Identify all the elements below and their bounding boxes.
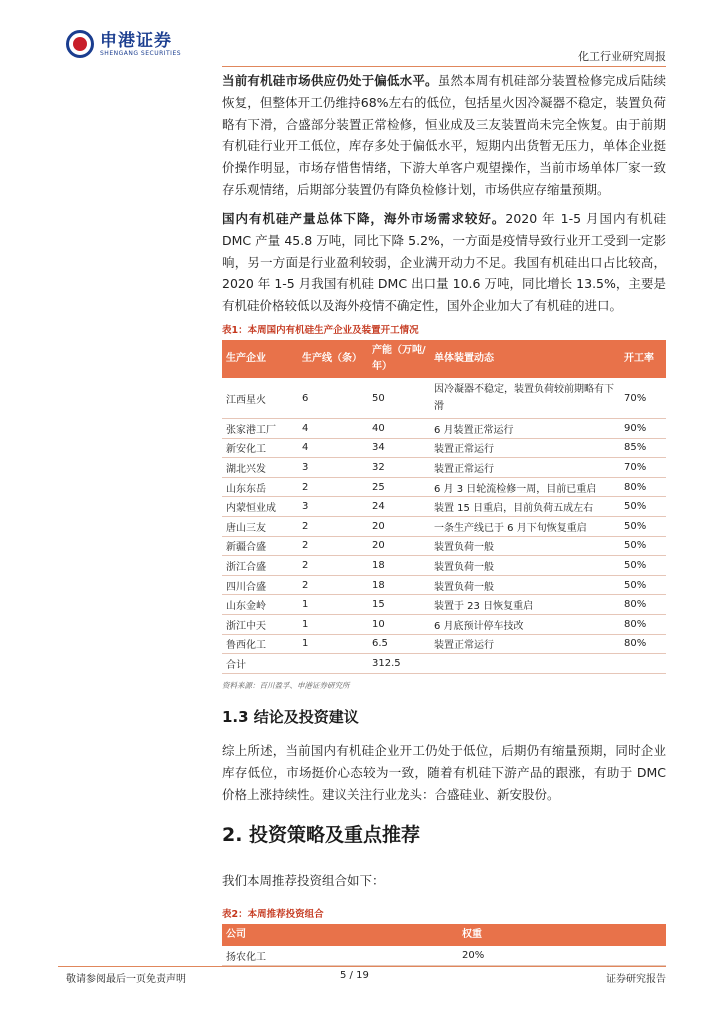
cell-lines: 2 [298, 575, 368, 595]
section-1-3 [222, 706, 666, 727]
col-header-company: 公司 [222, 924, 458, 946]
cell-status: 装置负荷一般 [430, 556, 620, 576]
cell-company: 江西星火 [222, 378, 298, 419]
table-row [222, 516, 666, 536]
paragraph-lead: 当前有机硅市场供应仍处于偏低水平。 [222, 73, 438, 88]
page-header [0, 0, 724, 72]
table-row [222, 378, 666, 419]
cell-lines: 1 [298, 614, 368, 634]
cell-capacity: 24 [368, 497, 430, 517]
cell-utilization: 85% [620, 438, 666, 458]
cell-company: 扬农化工 [222, 946, 458, 965]
cell-status: 6 月 3 日轮流检修一周，目前已重启 [430, 477, 620, 497]
cell-lines: 1 [298, 634, 368, 654]
cell-lines: 4 [298, 438, 368, 458]
section-title: 1.3 结论及投资建议 [222, 708, 359, 726]
table-header-row [222, 924, 666, 946]
table-header-row [222, 340, 666, 378]
cell-company: 四川合盛 [222, 575, 298, 595]
table-row [222, 556, 666, 576]
cell-company: 浙江中天 [222, 614, 298, 634]
cell-lines: 2 [298, 536, 368, 556]
cell-status: 因冷凝器不稳定，装置负荷较前期略有下滑 [430, 378, 620, 419]
cell-capacity: 34 [368, 438, 430, 458]
cell-lines: 1 [298, 595, 368, 615]
cell-utilization: 50% [620, 516, 666, 536]
cell-company: 合计 [222, 654, 298, 674]
cell-status: 装置正常运行 [430, 458, 620, 478]
cell-lines: 3 [298, 497, 368, 517]
cell-status: 装置正常运行 [430, 634, 620, 654]
cell-utilization: 50% [620, 497, 666, 517]
cell-capacity: 20 [368, 516, 430, 536]
cell-status: 装置于 23 日恢复重启 [430, 595, 620, 615]
table-row [222, 458, 666, 478]
table-caption: 表2：本周推荐投资组合 [222, 909, 324, 920]
cell-capacity: 10 [368, 614, 430, 634]
cell-company: 内蒙恒业成 [222, 497, 298, 517]
cell-capacity: 32 [368, 458, 430, 478]
cell-capacity: 6.5 [368, 634, 430, 654]
col-header-status: 单体装置动态 [430, 340, 620, 378]
cell-utilization: 80% [620, 614, 666, 634]
paragraph-output [222, 208, 666, 317]
cell-company: 唐山三友 [222, 516, 298, 536]
cell-lines: 2 [298, 516, 368, 536]
table-row [222, 438, 666, 458]
col-header-utilization: 开工率 [620, 340, 666, 378]
cell-lines: 4 [298, 419, 368, 439]
footer-report-label: 证券研究报告 [606, 974, 666, 985]
plant-status-table [222, 340, 666, 674]
cell-status [430, 654, 620, 674]
section-1-3-body [222, 740, 666, 805]
section-2-intro [222, 870, 666, 892]
portfolio-table [222, 924, 666, 966]
cell-utilization: 50% [620, 536, 666, 556]
report-type: 化工行业研究周报 [578, 50, 666, 63]
paragraph-body: 虽然本周有机硅部分装置检修完成后陆续恢复，但整体开工仍维持68%左右的低位，包括星火因冷凝器不稳定，装置负荷略有下滑，合盛部分装置正常检修，恒业成及三友装置尚未完全恢复。由于前期有机硅行业开工低位，库存多处于偏低水平，短期内出货暂无压力，单体企业挺价操作明显，市场存惜售情绪，下游大单客户观望操作，当前市场单体厂家一致存乐观情绪，后期部分装置仍有降负检修计划，市场供应存缩量预期。 [222, 73, 666, 197]
col-header-capacity: 产能（万吨/年） [368, 340, 430, 378]
cell-utilization: 90% [620, 419, 666, 439]
cell-capacity: 40 [368, 419, 430, 439]
cell-company: 张家港工厂 [222, 419, 298, 439]
table1-block [222, 322, 666, 691]
paragraph-supply [222, 70, 666, 201]
cell-utilization: 70% [620, 458, 666, 478]
cell-utilization: 80% [620, 477, 666, 497]
cell-capacity: 18 [368, 575, 430, 595]
footer-divider [58, 966, 666, 967]
logo-emblem-icon [66, 30, 94, 58]
cell-company: 浙江合盛 [222, 556, 298, 576]
cell-lines: 2 [298, 556, 368, 576]
cell-status: 一条生产线已于 6 月下旬恢复重启 [430, 516, 620, 536]
cell-lines: 3 [298, 458, 368, 478]
cell-capacity: 25 [368, 477, 430, 497]
table-row [222, 575, 666, 595]
section-2 [222, 820, 666, 847]
table-row [222, 614, 666, 634]
cell-utilization: 50% [620, 556, 666, 576]
header-divider [222, 66, 666, 67]
cell-company: 山东东岳 [222, 477, 298, 497]
table-total-row [222, 654, 666, 674]
cell-utilization: 70% [620, 378, 666, 419]
cell-status: 6 月装置正常运行 [430, 419, 620, 439]
cell-status: 装置 15 日重启，目前负荷五成左右 [430, 497, 620, 517]
cell-utilization: 50% [620, 575, 666, 595]
col-header-weight: 权重 [458, 924, 666, 946]
cell-status: 6 月底预计停车技改 [430, 614, 620, 634]
col-header-company: 生产企业 [222, 340, 298, 378]
table-row [222, 419, 666, 439]
cell-capacity: 312.5 [368, 654, 430, 674]
cell-company: 新安化工 [222, 438, 298, 458]
section-title: 2. 投资策略及重点推荐 [222, 824, 421, 846]
cell-company: 鲁西化工 [222, 634, 298, 654]
page-number: 5 / 19 [340, 970, 369, 981]
cell-status: 装置负荷一般 [430, 575, 620, 595]
cell-utilization: 80% [620, 634, 666, 654]
table-row [222, 595, 666, 615]
cell-capacity: 15 [368, 595, 430, 615]
table2-block [222, 906, 666, 966]
cell-utilization [620, 654, 666, 674]
section-intro: 我们本周推荐投资组合如下： [222, 873, 385, 888]
cell-weight: 20% [458, 946, 666, 965]
cell-company: 新疆合盛 [222, 536, 298, 556]
col-header-lines: 生产线（条） [298, 340, 368, 378]
company-logo [66, 30, 181, 58]
cell-company: 湖北兴发 [222, 458, 298, 478]
table-row [222, 536, 666, 556]
cell-capacity: 50 [368, 378, 430, 419]
cell-company: 山东金岭 [222, 595, 298, 615]
footer-disclaimer: 敬请参阅最后一页免责声明 [66, 974, 186, 985]
table-row [222, 634, 666, 654]
section-text: 综上所述，当前国内有机硅企业开工仍处于低位，后期仍有缩量预期，同时企业库存低位，市场挺价心态较为一致，随着有机硅下游产品的跟涨，有助于 DMC 价格上涨持续性。建议关注行业龙头：合盛硅业、新安股份。 [222, 743, 666, 802]
table-row [222, 946, 666, 965]
table-source: 资料来源：百川盈孚、申港证券研究所 [222, 680, 350, 690]
table-caption: 表1：本周国内有机硅生产企业及装置开工情况 [222, 325, 419, 336]
cell-capacity: 18 [368, 556, 430, 576]
paragraph-body: 2020 年 1-5 月国内有机硅 DMC 产量 45.8 万吨，同比下降 5.2%，一方面是疫情导致行业开工受到一定影响，另一方面是行业盈利较弱，企业满开动力不足。我国有机硅出口占比较高，2020 年 1-5 月我国有机硅 DMC 出口量 10.6 万吨，同比增长 13.5%，主要是有机硅价格较低以及海外疫情不确定性，国外企业加大了有机硅的进口。 [222, 211, 666, 314]
logo-name-en: SHENGANG SECURITIES [100, 49, 182, 57]
cell-lines [298, 654, 368, 674]
paragraph-lead: 国内有机硅产量总体下降，海外市场需求较好。 [222, 211, 506, 226]
cell-lines: 6 [298, 378, 368, 419]
cell-lines: 2 [298, 477, 368, 497]
cell-status: 装置负荷一般 [430, 536, 620, 556]
cell-status: 装置正常运行 [430, 438, 620, 458]
cell-utilization: 80% [620, 595, 666, 615]
table-row [222, 497, 666, 517]
logo-name-cn: 申港证券 [100, 30, 172, 51]
cell-capacity: 20 [368, 536, 430, 556]
table-row [222, 477, 666, 497]
